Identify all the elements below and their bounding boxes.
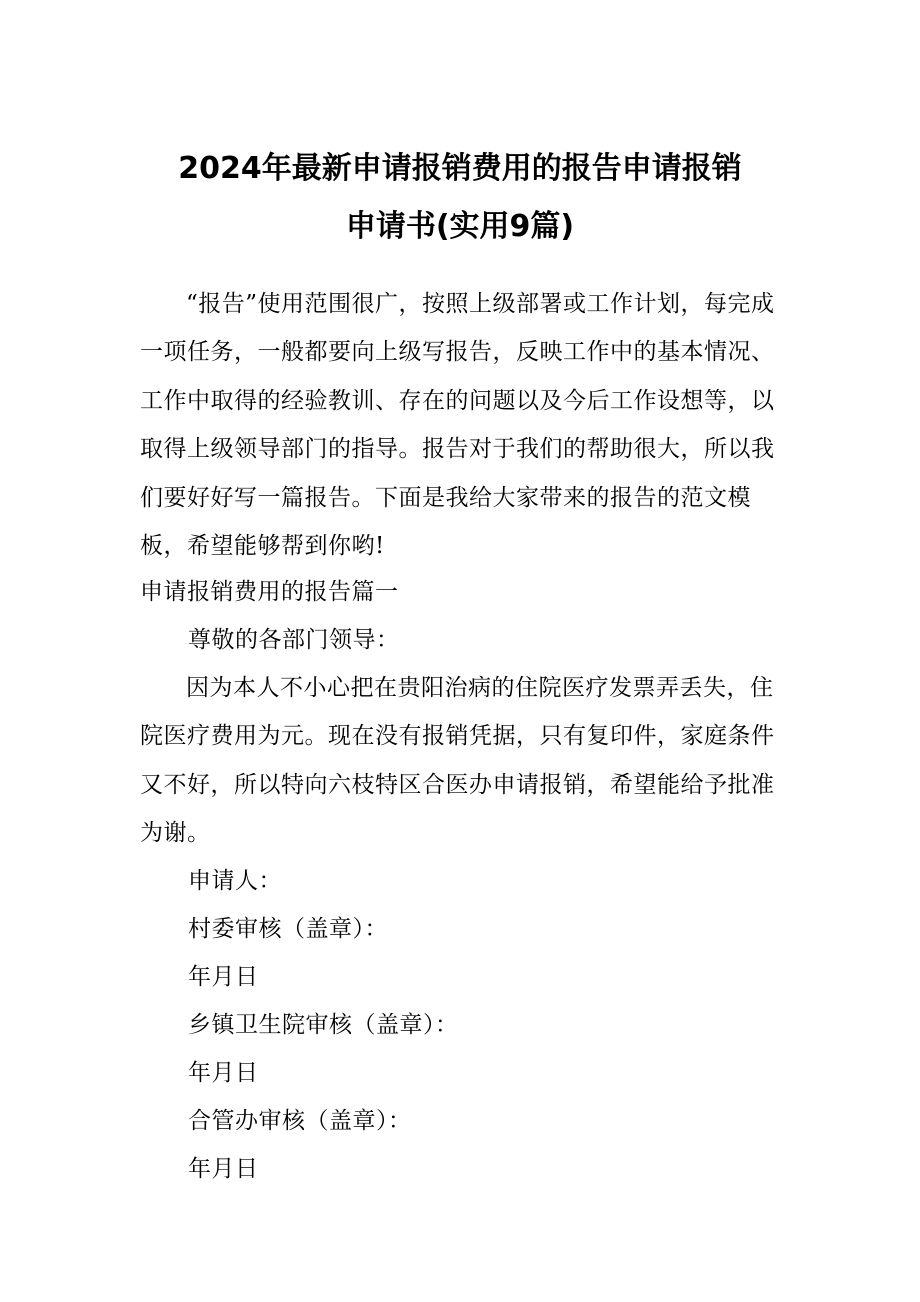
salutation: 尊敬的各部门领导： [188,627,400,653]
township-review-line: 乡镇卫生院审核（盖章）： [188,1012,459,1038]
document-title-line-2: 申请书(实用9篇) [345,209,575,244]
section-heading: 申请报销费用的报告篇一 [140,579,399,605]
village-review-line: 村委审核（盖章）： [188,916,388,942]
document-title-line-1: 2024年最新申请报销费用的报告申请报销 [178,151,742,186]
date-line-2: 年月日 [188,1060,259,1086]
date-line-1: 年月日 [188,964,259,990]
intro-paragraph: “报告”使用范围很广，按照上级部署或工作计划，每完成一项任务，一般都要向上级写报告，反映工作中的基本情况、工作中取得的经验教训、存在的问题以及今后工作设想等，以取得上级领导部门的指导。报告对于我们的帮助很大，所以我们要好好写一篇报告。下面是我给大家带来的报告的范文模板，希望能够帮到你哟! [140,291,775,560]
body-paragraph: 因为本人不小心把在贵阳治病的住院医疗发票弄丢失，住院医疗费用为元。现在没有报销凭据，只有复印件，家庭条件又不好，所以特向六枝特区合医办申请报销，希望能给予批准为谢。 [140,675,775,847]
coop-review-line: 合管办审核（盖章）： [188,1108,412,1134]
date-line-3: 年月日 [188,1156,259,1182]
applicant-line: 申请人： [188,868,282,894]
